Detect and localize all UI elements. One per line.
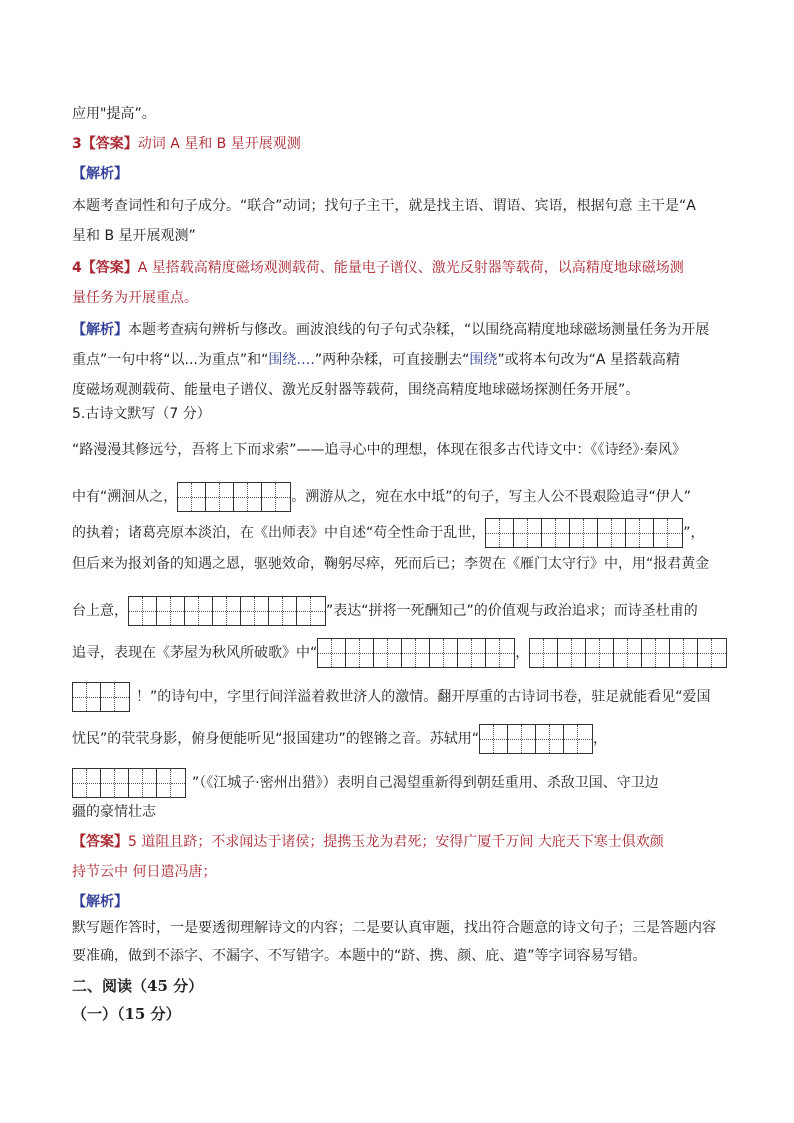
text-line: 要准确，做到不添字、不漏字、不写错字。本题中的“跻、携、颜、庇、遣”等字词容易写错。 [72,948,647,964]
text-line: 度磁场观测载荷、能量电子谱仪、激光反射器等载荷，围绕高精度地球磁场探测任务开展”。 [72,382,640,398]
blank-grid [177,482,291,512]
blank-grid [72,682,130,712]
text-line: ”（《江城子·密州出猎》）表明自己渴望重新得到朝廷重用、杀敌卫国、守卫边 [72,768,659,790]
answer-3: 3【答案】动词 A 星和 B 星开展观测 [72,136,301,152]
text-line: “路漫漫其修远兮，吾将上下而求索”——追寻心中的理想，体现在很多古代诗文中：《《诗经》·秦风》 [72,442,686,458]
text-line: 重点”一句中将“以...为重点”和“围绕….”两种杂糅，可直接删去“围绕”或将本句改为“A 星搭载高精 [72,352,680,368]
answer-5: 【答案】5 道阻且跻；不求闻达于诸侯；提携玉龙为君死；安得广厦千万间 大庇天下寒士俱欢颜 [72,834,664,850]
analysis-label: 【解析】 [72,894,128,910]
blank-grid [72,768,186,798]
text-line: 中有“溯洄从之， 。溯游从之，宛在水中坻”的句子，写主人公不畏艰险追寻“伊人” [72,482,691,504]
text-line: 【解析】本题考查病句辨析与修改。画波浪线的句子句式杂糅，“以围绕高精度地球磁场测量任务为开展 [72,322,710,338]
text-line: 忧民”的茕茕身影，俯身便能听见“报国建功”的铿锵之音。苏轼用“ ， [72,724,607,746]
blank-grid [479,724,593,754]
text-line: 台上意， ”表达“拼将一死酬知己”的价值观与政治追求；而诗圣杜甫的 [72,596,698,618]
answer-4-cont: 量任务为开展重点。 [72,290,198,306]
blank-grid [317,638,515,668]
text-line: 的执着；诸葛亮原本淡泊，在《出师表》中自述“苟全性命于乱世， ”， [72,518,705,540]
answer-5-cont: 持节云中 何日遣冯唐； [72,864,217,880]
text-line: 默写题作答时，一是要透彻理解诗文的内容；二是要认真审题，找出符合题意的诗文句子；三是答题内容 [72,920,716,936]
blank-grid [128,596,326,626]
subsection-heading: （一）（15 分） [72,1005,181,1023]
text-line: 本题考查词性和句子成分。“联合”动词；找句子主干，就是找主语、谓语、宾语，根据句意 主干是“A [72,198,696,214]
blank-grid [529,638,727,668]
text-line: 但后来为报刘备的知遇之恩，驱驰效命，鞠躬尽瘁，死而后已；李贺在《雁门太守行》中，用“报君黄金 [72,556,710,572]
text-line: 追寻，表现在《茅屋为秋风所破歌》中“ ， [72,638,727,660]
question-5-title: 5.古诗文默写（7 分） [72,406,211,422]
section-heading: 二、阅读（45 分） [72,977,204,995]
blank-grid [485,518,683,548]
answer-4: 4【答案】A 星搭载高精度磁场观测载荷、能量电子谱仪、激光反射器等载荷，以高精度地球磁场测 [72,260,684,276]
text-line: 疆的豪情壮志 [72,804,156,820]
text-line: ！”的诗句中，字里行间洋溢着救世济人的激情。翻开厚重的古诗词书卷，驻足就能看见“爱国 [72,682,711,704]
text-line: 应用"提高”。 [72,106,156,122]
text-line: 星和 B 星开展观测” [72,228,196,244]
analysis-label: 【解析】 [72,166,128,182]
